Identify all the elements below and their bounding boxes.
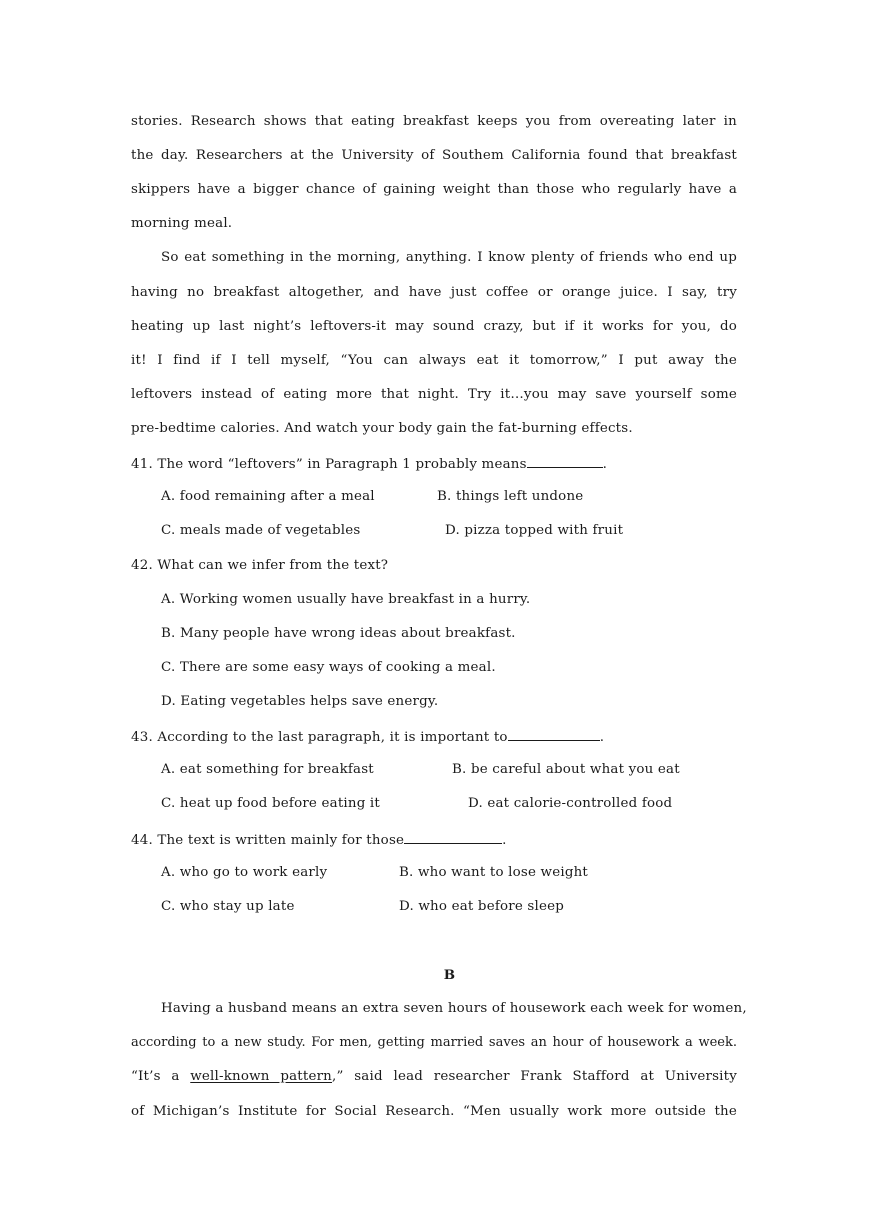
underlined-phrase: well-known pattern [190,1069,333,1084]
passage-a-line: it! I find if I tell myself, “You can always eat it tomorrow,” I put away the [131,353,737,368]
passage-b-line: according to a new study. For men, getting married saves an hour of housework a week. [131,1035,737,1050]
passage-a-line: leftovers instead of eating more that night. Try it…you may save yourself some [131,387,737,402]
option-42-a: A. Working women usually have breakfast in a hurry. [161,592,531,607]
option-41-b: B. things left undone [437,489,584,504]
option-43-c: C. heat up food before eating it [161,796,380,811]
option-41-c: C. meals made of vegetables [161,523,361,538]
passage-a-line: having no breakfast altogether, and have just coffee or orange juice. I say, try [131,285,737,300]
passage-b-line [131,1068,737,1086]
answer-blank [404,830,502,844]
option-44-a: A. who go to work early [161,865,328,880]
section-heading: B [443,967,456,983]
question-41: 41. The word “leftovers” in Paragraph 1 probably means . [131,454,607,474]
passage-a-line: So eat something in the morning, anything. I know plenty of friends who end up [161,250,737,265]
passage-a-line: heating up last night’s leftovers-it may sound crazy, but if it works for you, do [131,319,737,334]
option-44-b: B. who want to lose weight [399,865,589,880]
passage-a-line: skippers have a bigger chance of gaining weight than those who regularly have a [131,182,737,197]
option-41-a: A. food remaining after a meal [161,489,375,504]
question-stem: 41. The word “leftovers” in Paragraph 1 probably means [131,457,527,472]
option-44-d: D. who eat before sleep [399,899,564,914]
option-43-a: A. eat something for breakfast [161,762,374,777]
question-stem: 43. According to the last paragraph, it is important to [131,730,508,745]
option-43-b: B. be careful about what you eat [452,762,680,777]
question-42: 42. What can we infer from the text? [131,558,389,573]
option-43-d: D. eat calorie-controlled food [468,796,673,811]
option-42-c: C. There are some easy ways of cooking a meal. [161,660,496,675]
option-41-d: D. pizza topped with fruit [445,523,624,538]
option-44-c: C. who stay up late [161,899,295,914]
passage-a-line: stories. Research shows that eating breakfast keeps you from overeating later in [131,114,737,129]
passage-b-line: Having a husband means an extra seven hours of housework each week for women, [161,1001,747,1016]
passage-a-line: pre-bedtime calories. And watch your body gain the fat-burning effects. [131,421,633,436]
option-42-b: B. Many people have wrong ideas about breakfast. [161,626,516,641]
quote-open-text: “It’s a [131,1069,191,1084]
question-43: 43. According to the last paragraph, it is important to . [131,727,604,747]
question-stem: 44. The text is written mainly for those [131,833,405,848]
quote-close-text: ,” said lead researcher Frank Stafford at University [332,1069,737,1084]
option-42-d: D. Eating vegetables helps save energy. [161,694,439,709]
passage-a-line: morning meal. [131,216,233,231]
question-44: 44. The text is written mainly for those . [131,830,507,850]
passage-a-line: the day. Researchers at the University of Southem California found that breakfast [131,148,737,163]
passage-b-line: of Michigan’s Institute for Social Research. “Men usually work more outside the [131,1104,737,1119]
answer-blank [508,727,600,741]
answer-blank [527,454,603,468]
